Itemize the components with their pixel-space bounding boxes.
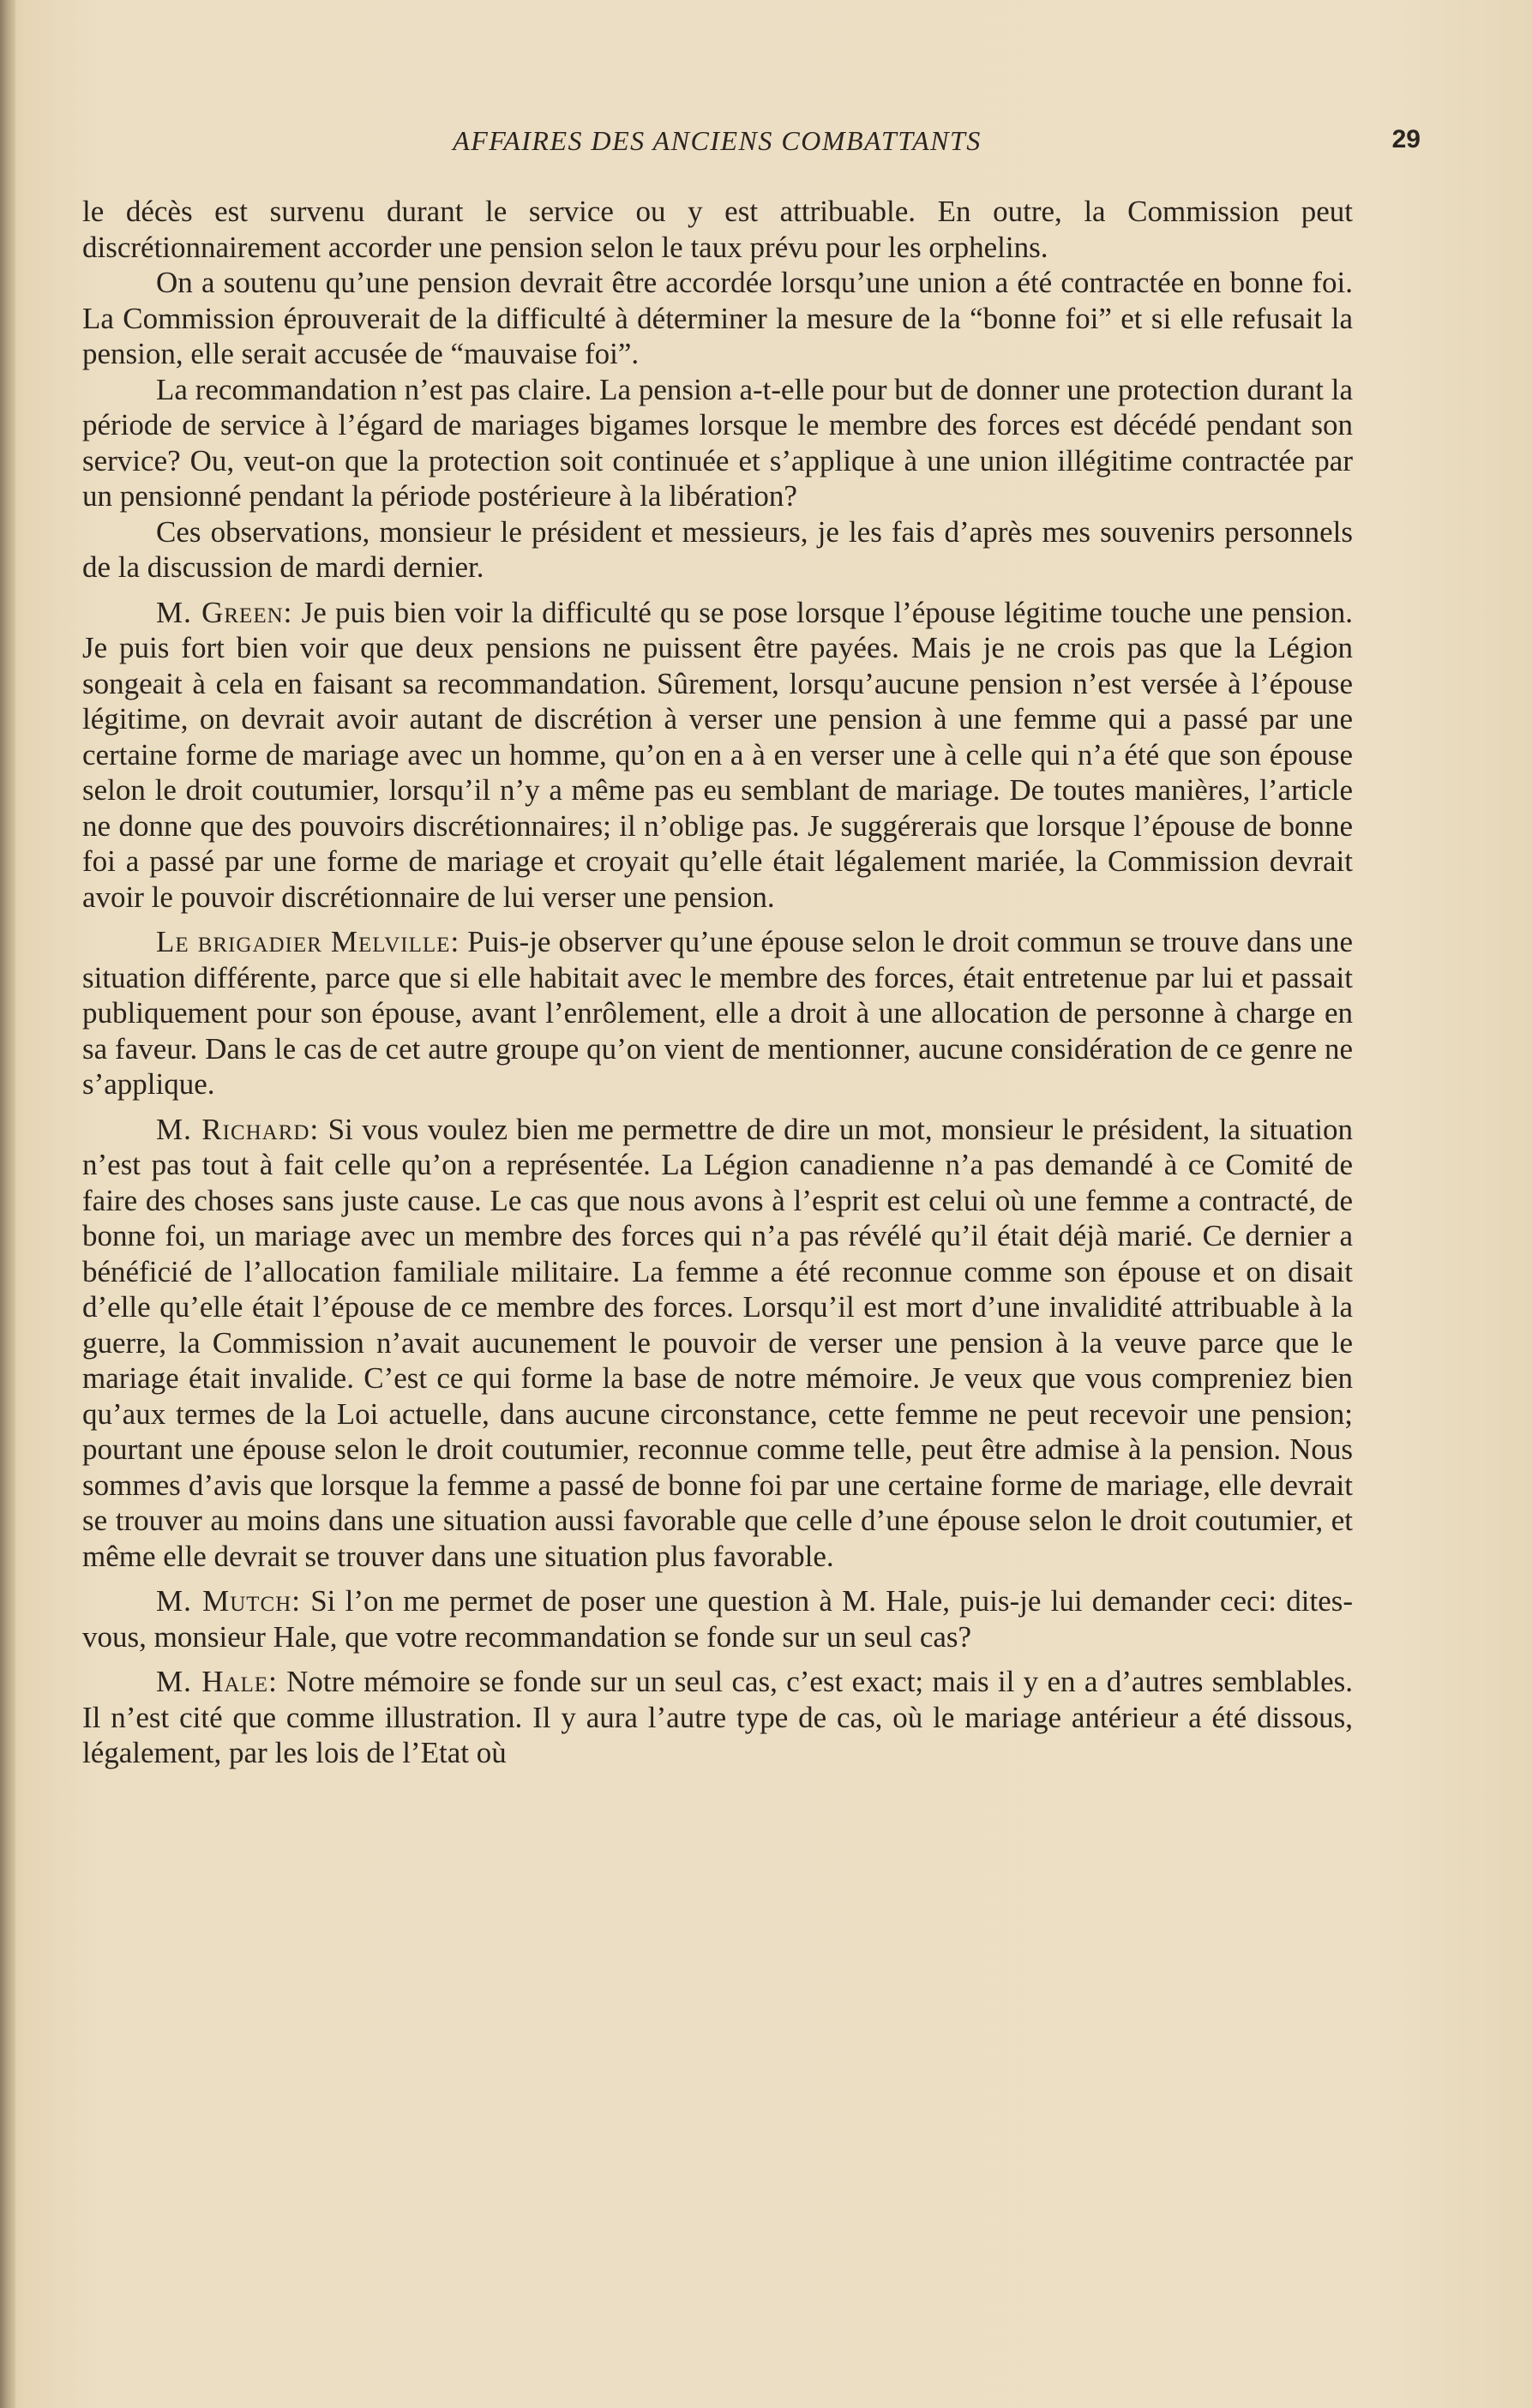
speaker-name: M. Hale: <box>156 1665 278 1698</box>
speech-text: Puis-je observer qu’une épouse selon le droit commun se trouve dans une situation différente, parce que si elle habitait avec le membre des forces, était entretenue par lui et passait publiquement pour son épouse, avant l’enrôlement, elle a droit à une allocation de personne à charge en sa faveur. Dans le cas de cet autre groupe qu’on vient de mentionner, aucune considération de ce genre ne s’applique. <box>82 925 1353 1101</box>
speaker-name: Le brigadier Melville: <box>156 925 460 958</box>
paragraph <box>82 514 1353 585</box>
speaker-name: M. Mutch: <box>156 1584 301 1618</box>
paragraph <box>82 265 1353 372</box>
speech-paragraph <box>82 924 1353 1102</box>
running-title: AFFAIRES DES ANCIENS COMBATTANTS <box>453 125 982 156</box>
paragraph-text: le décès est survenu durant le service ou y est attribuable. En outre, la Commission peut discrétionnairement accorder une pension selon le taux prévu pour les orphelins. <box>82 195 1353 264</box>
speech-paragraph <box>82 1664 1353 1771</box>
speech-text: Si vous voulez bien me permettre de dire un mot, monsieur le président, la situation n’est pas tout à fait celle qu’on a représentée. La Légion canadienne n’a pas demandé à ce Comité de faire des choses sans juste cause. Le cas que nous avons à l’esprit est celui où une femme a contracté, de bonne foi, un mariage avec un membre des forces qui n’a pas révélé qu’il était déjà marié. Ce dernier a bénéficié de l’allocation familiale militaire. La femme a été reconnue comme son épouse et on disait d’elle qu’elle était l’épouse de ce membre des forces. Lorsqu’il est mort d’une invalidité attribuable à la guerre, la Commission n’avait aucunement le pouvoir de verser une pension à la veuve parce que le mariage était invalide. C’est ce qui forme la base de notre mémoire. Je veux que vous compreniez bien qu’aux termes de la Loi actuelle, dans aucune circonstance, cette femme ne peut recevoir une pension; pourtant une épouse selon le droit coutumier, reconnue comme telle, peut être admise à la pension. Nous sommes d’avis que lorsque la femme a passé de bonne foi par une certaine forme de mariage, elle devrait se trouver au moins dans une situation aussi favorable que celle d’une épouse selon le droit coutumier, et même elle devrait se trouver dans une situation plus favorable. <box>82 1112 1353 1573</box>
speech-text: Notre mémoire se fonde sur un seul cas, c’est exact; mais il y en a d’autres semblables. Il n’est cité que comme illustration. Il y aura l’autre type de cas, où le mariage antérieur a été dissous, légalement, par les lois de l’Etat où <box>82 1665 1354 1769</box>
speaker-name: M. Green: <box>156 595 293 629</box>
page-binding-edge <box>0 0 15 2408</box>
paragraph-text: On a soutenu qu’une pension devrait être accordée lorsqu’une union a été contractée en bonne foi. La Commission éprouverait de la difficulté à déterminer la mesure de la “bonne foi” et si elle refusait la pension, elle serait accusée de “mauvaise foi”. <box>82 266 1353 370</box>
running-header <box>82 120 1421 158</box>
speech-text: Si l’on me permet de poser une question à M. Hale, puis-je lui demander ceci: dites-vous, monsieur Hale, que votre recommandation se fonde sur un seul cas? <box>82 1584 1354 1654</box>
speech-text: Je puis bien voir la difficulté qu se pose lorsque l’épouse légitime touche une pension. Je puis fort bien voir que deux pensions ne puissent être payées. Mais je ne crois pas que la Légion songeait à cela en faisant sa recommandation. Sûrement, lorsqu’aucune pension n’est versée à l’épouse légitime, on devrait avoir autant de discrétion à verser une pension à une femme qui a passé par une certaine forme de mariage avec un homme, qu’on en a à en verser une à celle qui n’a été que son épouse selon le droit coutumier, lorsqu’il n’y a même pas eu semblant de mariage. De toutes manières, l’article ne donne que des pouvoirs discrétionnaires; il n’oblige pas. Je suggérerais que lorsque l’épouse de bonne foi a passé par une forme de mariage et croyait qu’elle était légalement mariée, la Commission devrait avoir le pouvoir discrétionnaire de lui verser une pension. <box>82 595 1353 914</box>
paragraph <box>82 194 1353 265</box>
paragraph-text: La recommandation n’est pas claire. La pension a-t-elle pour but de donner une protection durant la période de service à l’égard de mariages bigames lorsque le membre des forces est décédé pendant son service? Ou, veut-on que la protection soit continuée et s’applique à une union illégitime contractée par un pensionné pendant la période postérieure à la libération? <box>82 372 1353 513</box>
page-number: 29 <box>1391 125 1421 153</box>
paragraph <box>82 372 1353 514</box>
body-text <box>82 194 1353 1771</box>
speech-paragraph <box>82 1583 1353 1654</box>
speech-paragraph <box>82 1112 1353 1575</box>
speaker-name: M. Richard: <box>156 1112 320 1146</box>
paragraph-text: Ces observations, monsieur le président et messieurs, je les fais d’après mes souvenirs personnels de la discussion de mardi dernier. <box>82 514 1353 584</box>
speech-paragraph <box>82 595 1353 916</box>
